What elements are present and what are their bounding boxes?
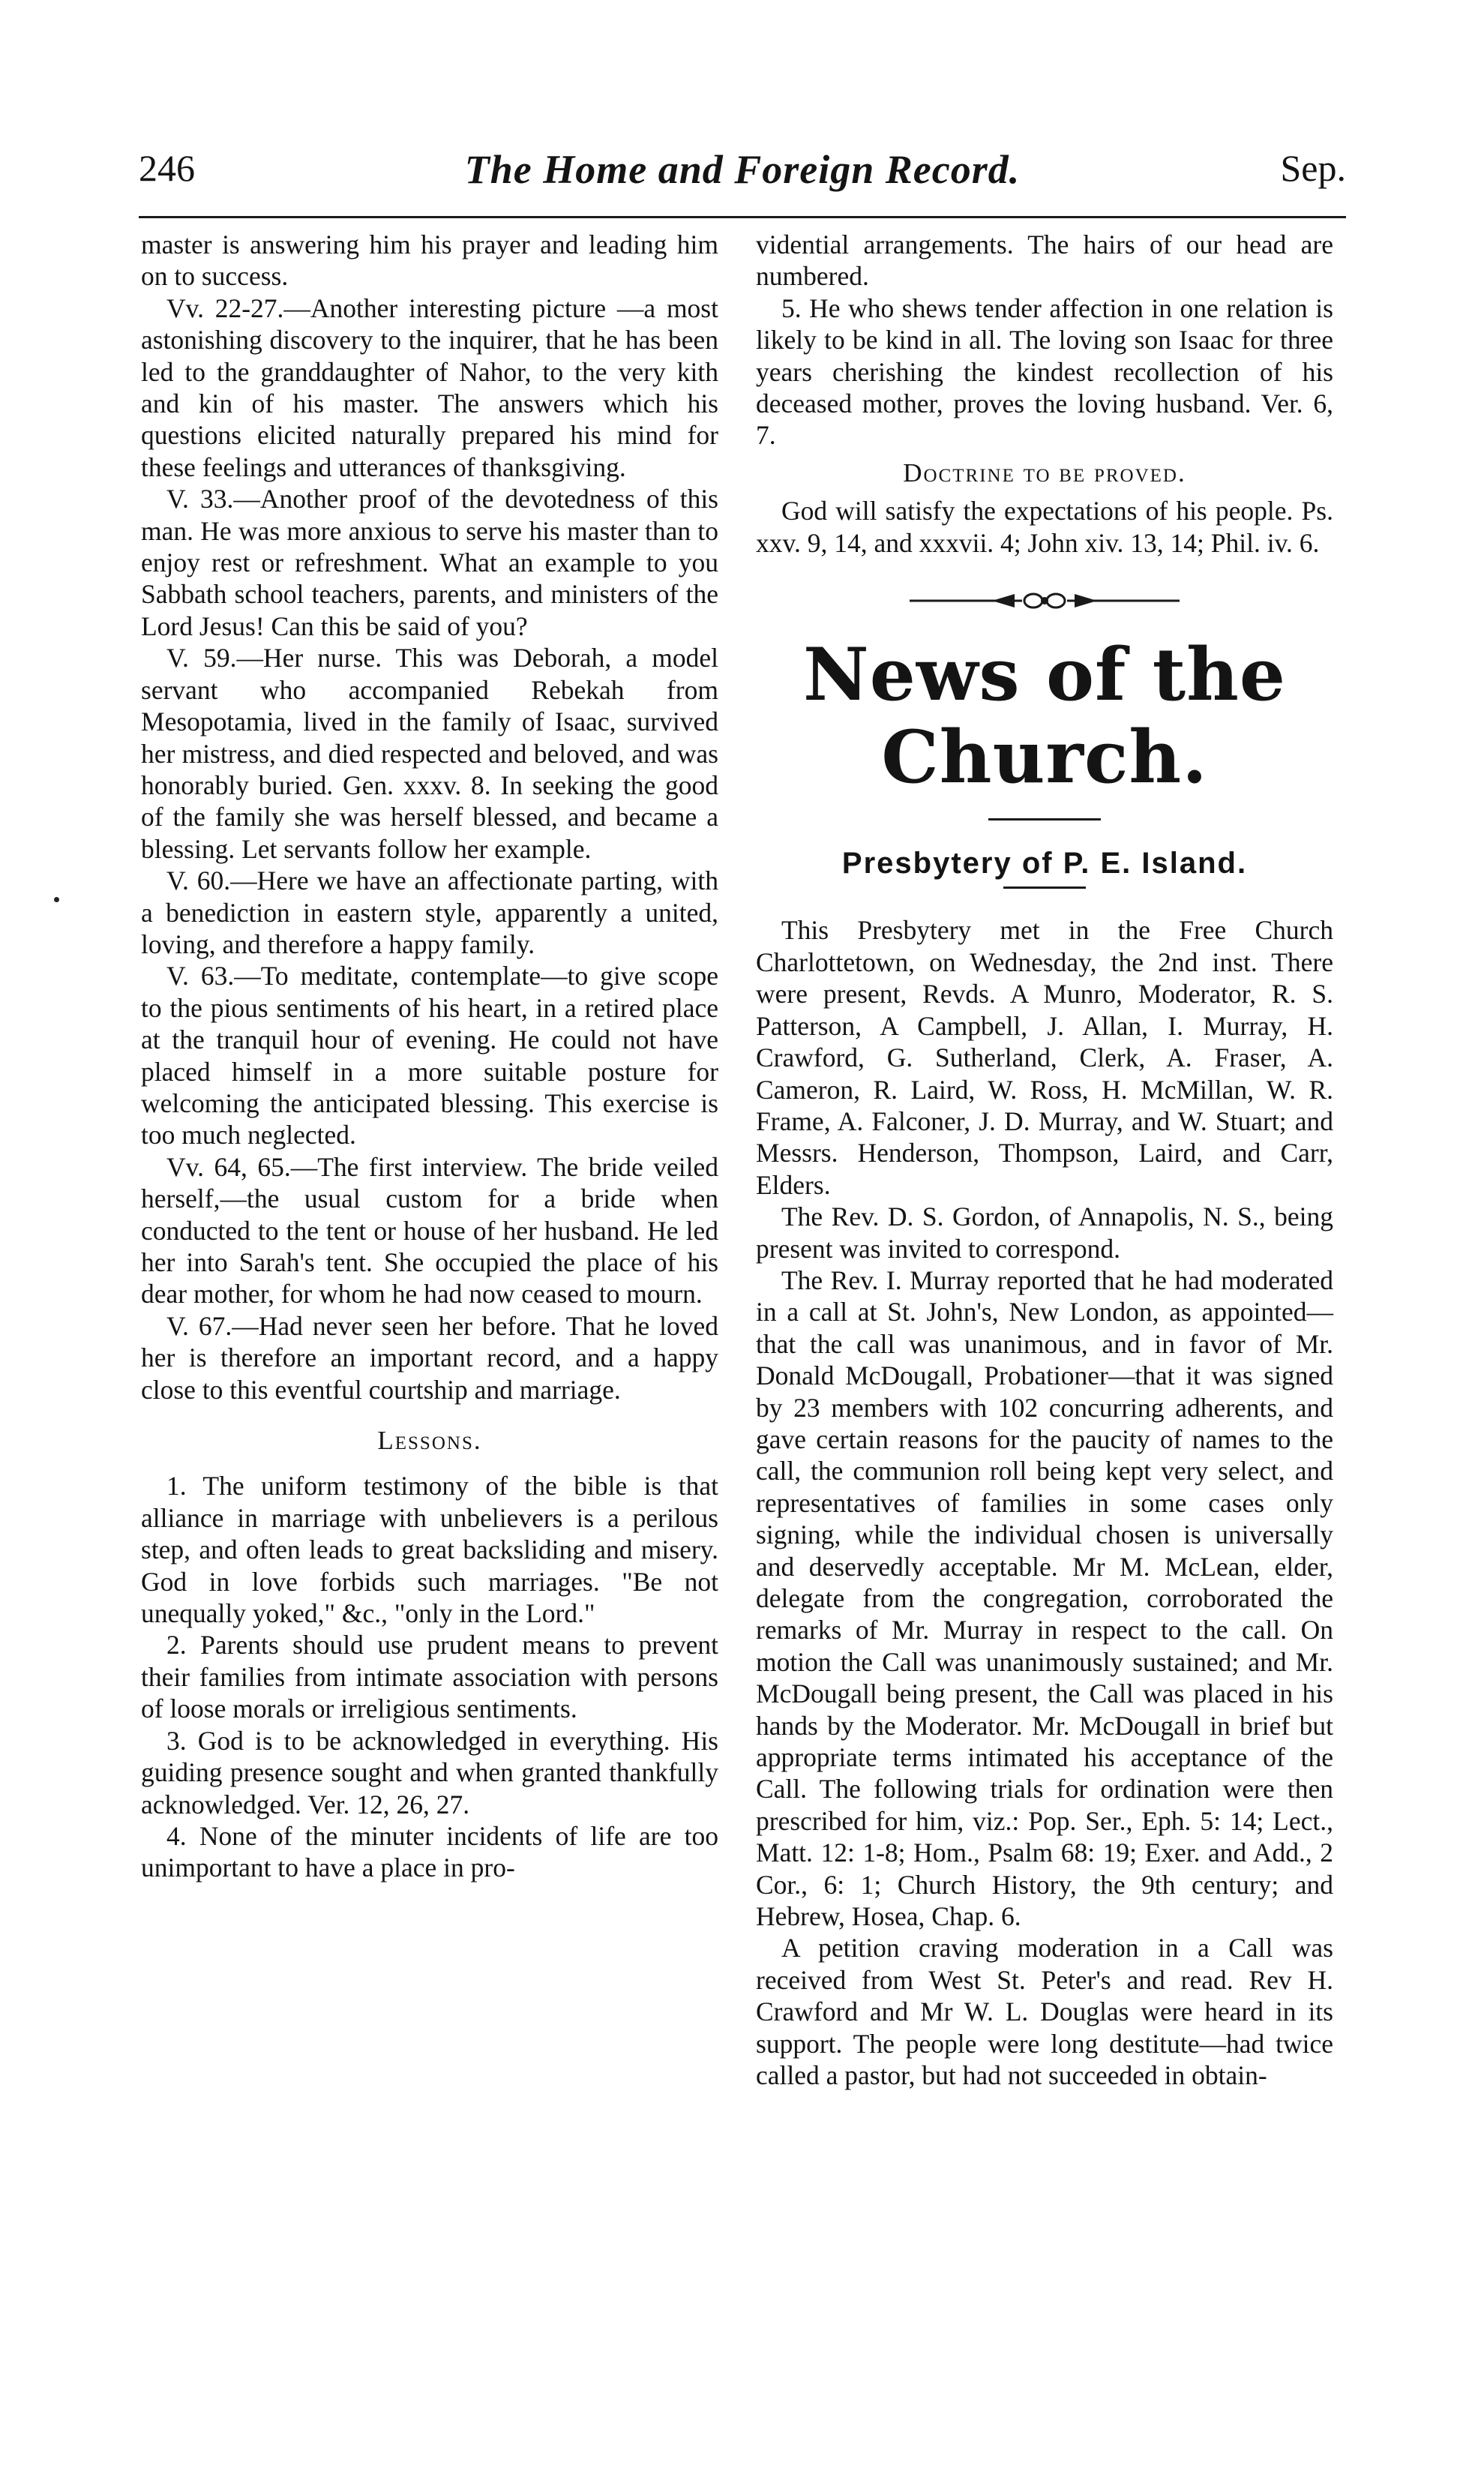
paragraph: V. 63.—To meditate, contemplate—to give scope to the pious sentiments of his heart, in a retired place at the tranquil hour of evening. He could not have placed himself in a more suitable posture for welcoming the anticipated blessing. This exercise is too much neglected. xyxy=(141,961,718,1150)
lesson-item: 4. None of the minuter incidents of life are too unimportant to have a place in pro- xyxy=(141,1820,718,1883)
left-column xyxy=(141,229,718,1884)
paragraph: V. 59.—Her nurse. This was Deborah, a model servant who accompanied Rebekah from Mesopotamia, lived in the family of Isaac, survived her mistress, and died respected and beloved, and was honorably buried. Gen. xxxv. 8. In seeking the good of the family she was herself blessed, and became a blessing. Let servants follow her example. xyxy=(141,643,718,864)
right-column xyxy=(756,229,1333,2092)
paragraph: V. 67.—Had never seen her before. That he loved her is therefore an important record, and a happy close to this eventful courtship and marriage. xyxy=(141,1310,718,1405)
header-rule xyxy=(139,216,1346,218)
paragraph: V. 60.—Here we have an affectionate parting, with a benediction in eastern style, apparently a united, loving, and therefore a happy family. xyxy=(141,866,718,959)
paragraph: Vv. 22-27.—Another interesting picture —a most astonishing discovery to the inquirer, that he has been led to the granddaughter of Nahor, to the very kith and kin of his master. The answers which his questions elicited naturally prepared his mind for these feelings and utterances of thanksgiving. xyxy=(141,292,718,482)
paragraph: vidential arrangements. The hairs of our head are numbered. xyxy=(756,230,1333,292)
title-rule xyxy=(988,818,1101,820)
paragraph: Vv. 64, 65.—The first interview. The bride veiled herself,—the usual custom for a bride when conducted to the tent or house of her husband. He led her into Sarah's tent. She occupied the place of his dear mother, for whom he had now ceased to mourn. xyxy=(141,1151,718,1310)
doctrine-heading: Doctrine to be proved. xyxy=(903,458,1186,488)
doctrine-text: God will satisfy the expectations of his people. Ps. xxv. 9, 14, and xxxvii. 4; John xiv. 13, 14; Phil. iv. 6. xyxy=(756,496,1333,558)
paragraph: V. 33.—Another proof of the devotedness of this man. He was more anxious to serve his master than to enjoy rest or refreshment. What an example to you Sabbath school teachers, parents, and ministers of the Lord Jesus! Can this be said of you? xyxy=(141,484,718,641)
section-title: News of the Church. xyxy=(803,632,1286,800)
lesson-item: 2. Parents should use prudent means to prevent their families from intimate association with persons of loose morals or irreligious sentiments. xyxy=(141,1630,718,1724)
lesson-item: 5. He who shews tender affection in one relation is likely to be kind in all. The loving son Isaac for three years cherishing the kindest recollection of his deceased mother, proves the loving husband. Ver. 6, 7. xyxy=(756,292,1333,451)
page-number: 246 xyxy=(139,147,195,189)
heading-rule xyxy=(1003,886,1086,889)
stray-ink-dot xyxy=(54,897,59,902)
paragraph: The Rev. I. Murray reported that he had moderated in a call at St. John's, New London, as appointed—that the call was unanimous, and in favor of Mr. Donald McDougall, Probationer—that it was signed by 23 members with 102 concurring adherents, and gave certain reasons for the paucity of names to the call, the communion roll being kept very select, and representatives of families in some cases only signing, while the individual chosen is universally and deservedly acceptable. Mr M. McLean, elder, delegate from the congregation, corroborated the remarks of Mr. Murray in respect to the call. On motion the Call was unanimously sustained; and Mr. McDougall being present, the Call was placed in his hands by the Moderator. Mr. McDougall in brief but appropriate terms intimated his acceptance of the Call. The following trials for ordination were then prescribed for him, viz.: Pop. Ser., Eph. 5: 14; Lect., Matt. 12: 1-8; Hom., Psalm 68: 19; Exer. and Add., 2 Cor., 6: 1; Church History, the 9th century; and Hebrew, Hosea, Chap. 6. xyxy=(756,1264,1333,1932)
paragraph: A petition craving moderation in a Call was received from West St. Peter's and read. Rev H. Crawford and Mr W. L. Douglas were heard in its support. The people were long destitute—had twice called a pastor, but had not succeeded in obtain- xyxy=(756,1933,1333,2091)
issue-month: Sep. xyxy=(1280,147,1346,189)
lesson-item: 1. The uniform testimony of the bible is that alliance in marriage with unbelievers is a perilous step, and often leads to great backsliding and misery. God in love forbids such marriages. "Be not unequally yoked," &c., "only in the Lord." xyxy=(141,1471,718,1629)
presbytery-heading: Presbytery of P. E. Island. xyxy=(841,847,1248,880)
ornament-divider-icon xyxy=(910,586,1180,616)
running-header xyxy=(139,146,1346,206)
lesson-item: 3. God is to be acknowledged in everything. His guiding presence sought and when granted thankfully acknowledged. Ver. 12, 26, 27. xyxy=(141,1725,718,1820)
paragraph: master is answering him his prayer and leading him on to success. xyxy=(141,230,718,292)
paragraph: This Presbytery met in the Free Church Charlottetown, on Wednesday, the 2nd inst. There were present, Revds. A Munro, Moderator, R. S. Patterson, A Campbell, J. Allan, I. Murray, H. Crawford, G. Sutherland, Clerk, A. Fraser, A. Cameron, R. Laird, W. Ross, H. McMillan, W. R. Frame, A. Falconer, J. D. Murray, and W. Stuart; and Messrs. Henderson, Thompson, Laird, and Carr, Elders. xyxy=(756,915,1333,1200)
lessons-heading: Lessons. xyxy=(377,1426,482,1456)
journal-title: The Home and Foreign Record. xyxy=(464,147,1021,192)
paragraph: The Rev. D. S. Gordon, of Annapolis, N. S., being present was invited to correspond. xyxy=(756,1202,1333,1264)
